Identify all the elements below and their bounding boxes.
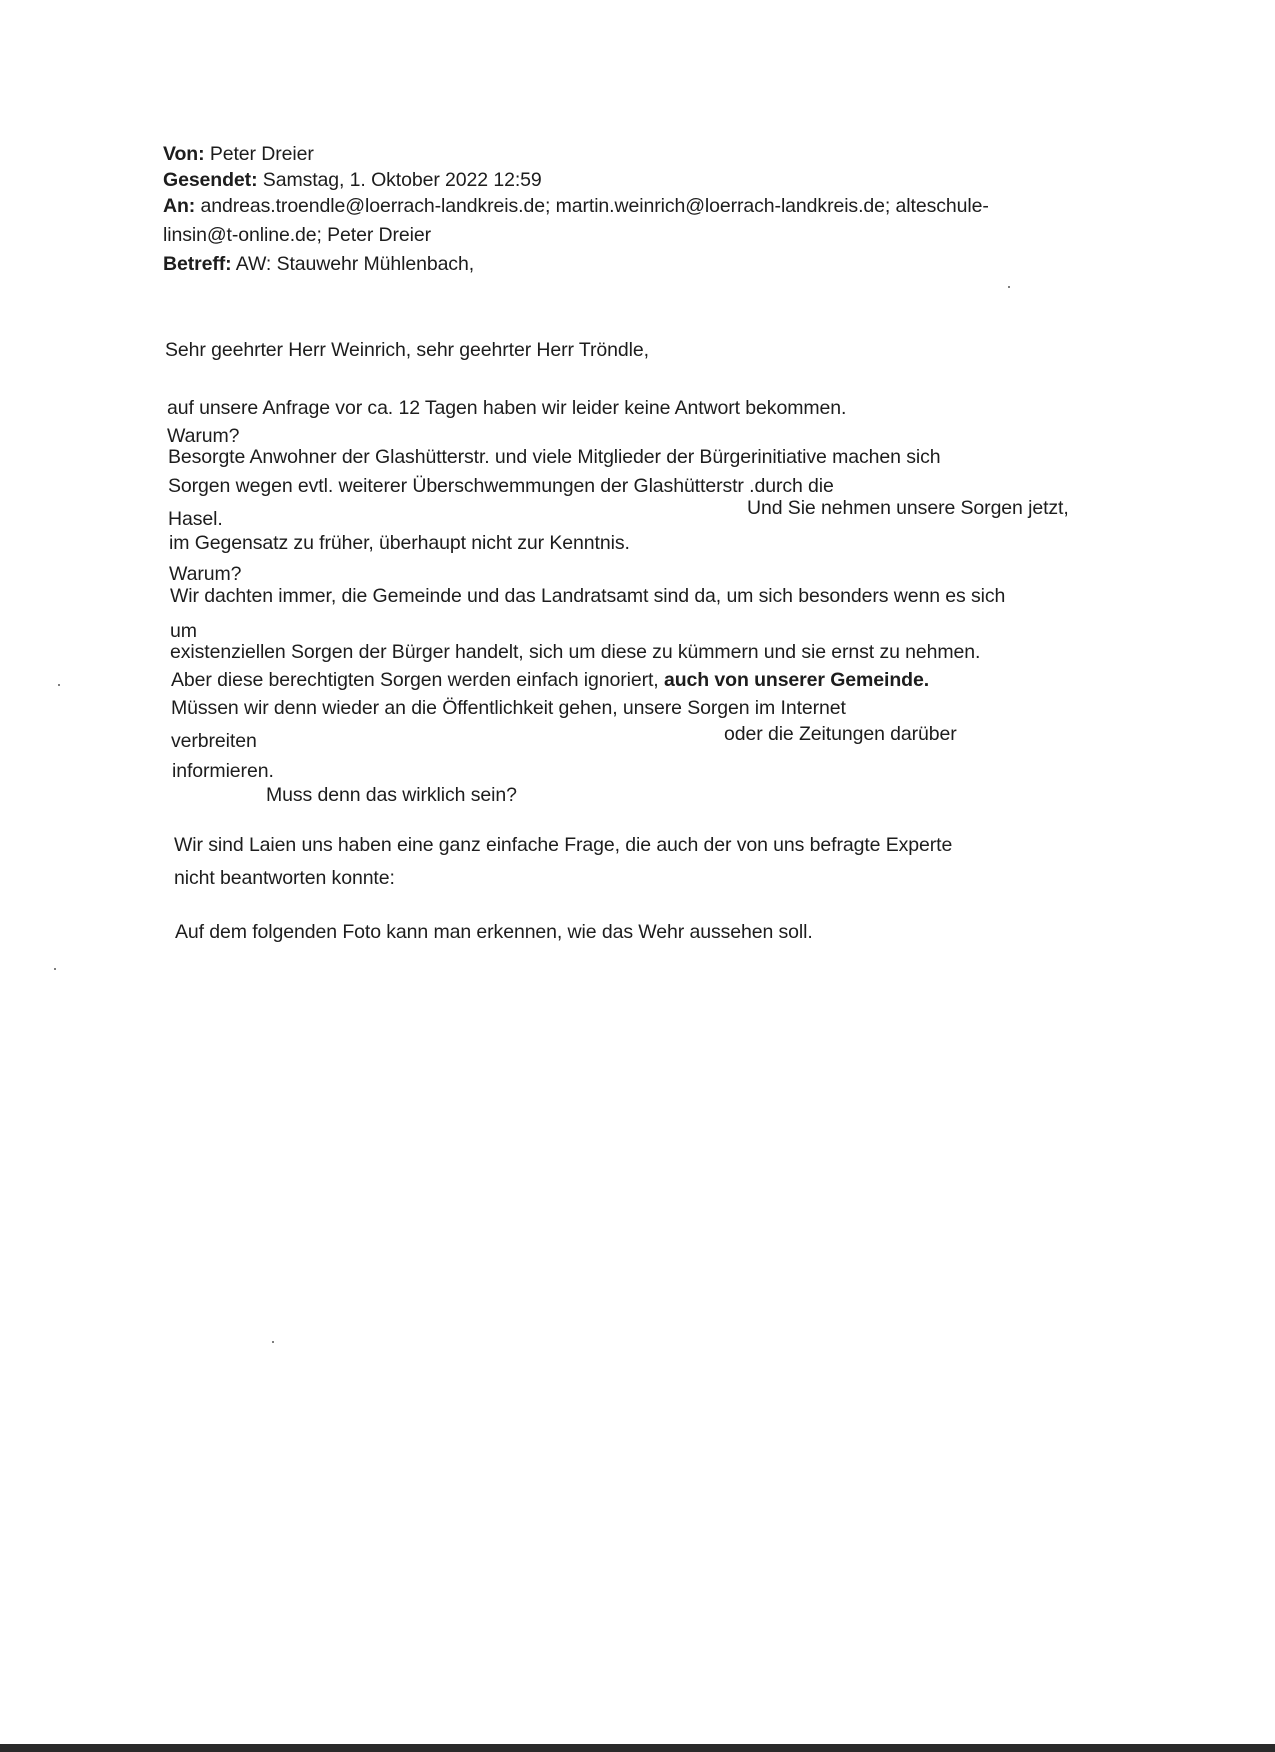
emphasis-gemeinde: auch von unserer Gemeinde. [663,669,930,691]
scan-bottom-edge [0,1744,1275,1752]
body-line: Müssen wir denn wieder an die Öffentlichkeit gehen, unsere Sorgen im Internet [171,697,846,719]
body-line: nicht beantworten konnte: [174,867,395,889]
body-line: Sorgen wegen evtl. weiterer Überschwemmungen der Glashütterstr .durch die [168,475,834,497]
subject-value: AW: Stauwehr Mühlenbach, [235,253,475,275]
header-sent [163,168,542,192]
sent-label: Gesendet: [163,169,258,191]
body-line: oder die Zeitungen darüber [724,723,957,745]
body-line: um [170,620,197,642]
body-line-part: Aber diese berechtigten Sorgen werden einfach ignoriert, [171,669,659,691]
header-to [163,194,989,218]
to-value-continued: linsin@t-online.de; Peter Dreier [163,224,432,246]
subject-label: Betreff: [163,253,232,275]
body-line: im Gegensatz zu früher, überhaupt nicht zur Kenntnis. [169,532,630,554]
body-line: informieren. [172,760,274,782]
header-subject [163,252,474,276]
from-value: Peter Dreier [209,143,314,165]
scan-speck [1008,286,1010,288]
body-line: Warum? [167,425,240,447]
body-line: auf unsere Anfrage vor ca. 12 Tagen haben wir leider keine Antwort bekommen. [167,397,847,419]
body-line: Wir sind Laien uns haben eine ganz einfache Frage, die auch der von uns befragte Experte [174,834,953,856]
body-line: existenziellen Sorgen der Bürger handelt, sich um diese zu kümmern und sie ernst zu nehmen. [170,641,981,663]
body-line: Wir dachten immer, die Gemeinde und das Landratsamt sind da, um sich besonders wenn es sich [170,585,1006,607]
body-line: verbreiten [171,730,257,752]
scan-speck [272,1341,274,1343]
body-line: Besorgte Anwohner der Glashütterstr. und viele Mitglieder der Bürgerinitiative machen sich [168,446,941,468]
to-value: andreas.troendle@loerrach-landkreis.de; martin.weinrich@loerrach-landkreis.de; alteschule- [200,195,989,217]
sent-value: Samstag, 1. Oktober 2022 12:59 [262,169,542,191]
header-to-continued [163,223,431,247]
scan-speck [54,968,56,970]
body-line: Auf dem folgenden Foto kann man erkennen, wie das Wehr aussehen soll. [175,921,813,943]
body-line: Warum? [169,563,242,585]
from-label: Von: [163,143,205,165]
body-line: Hasel. [168,508,223,530]
header-from [163,142,314,166]
scan-speck [58,684,60,686]
to-label: An: [163,195,196,217]
body-line [171,668,929,692]
salutation: Sehr geehrter Herr Weinrich, sehr geehrter Herr Tröndle, [165,339,649,361]
body-line: Muss denn das wirklich sein? [266,784,517,806]
body-line: Und Sie nehmen unsere Sorgen jetzt, [747,497,1069,519]
